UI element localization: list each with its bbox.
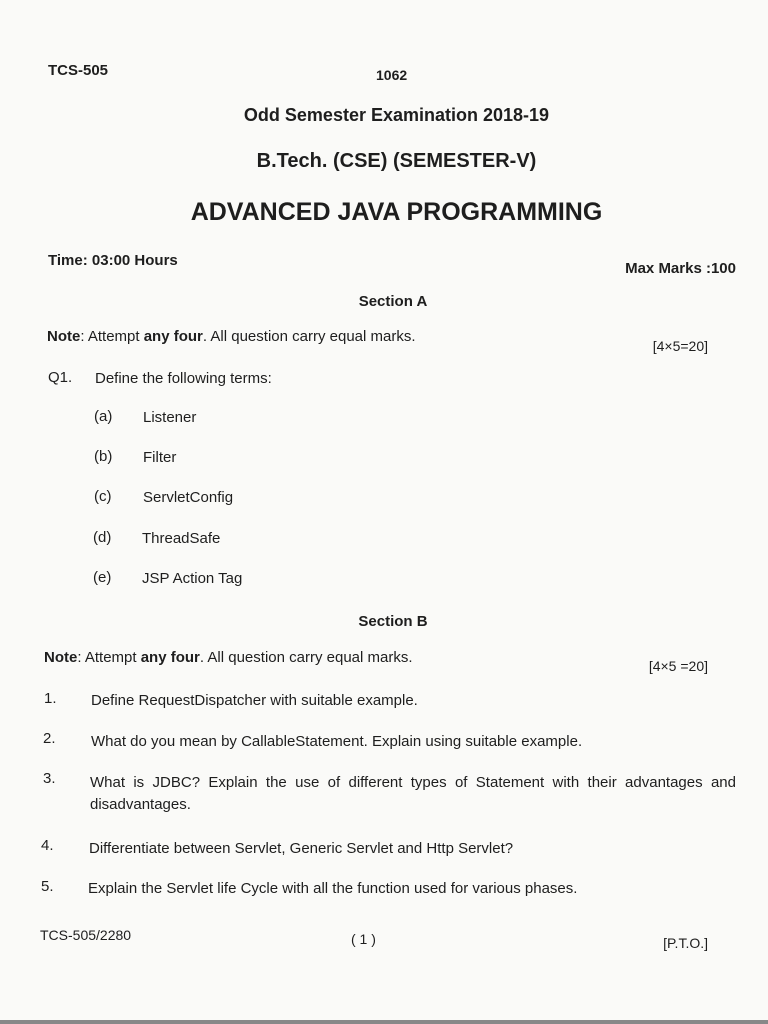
note-text-bold: any four bbox=[143, 328, 203, 345]
exam-title: Odd Semester Examination 2018-19 bbox=[243, 105, 550, 125]
paper-code: TCS-505 bbox=[48, 62, 109, 79]
sub-item-text: ServletConfig bbox=[143, 489, 234, 506]
sub-item-text: ThreadSafe bbox=[142, 530, 221, 547]
question-text: What do you mean by CallableStatement. Explain using suitable example. bbox=[91, 733, 583, 750]
sub-item-label: (a) bbox=[94, 408, 113, 425]
note-label: Note bbox=[44, 649, 78, 666]
sub-item-label: (c) bbox=[94, 488, 112, 505]
section-a-heading: Section A bbox=[358, 293, 428, 310]
section-a-marks: [4×5=20] bbox=[652, 338, 708, 354]
section-a-note bbox=[47, 328, 416, 345]
section-b-heading: Section B bbox=[358, 613, 428, 630]
section-b-marks: [4×5 =20] bbox=[648, 658, 708, 674]
sub-item-text: JSP Action Tag bbox=[142, 570, 243, 587]
question-text: Differentiate between Servlet, Generic Servlet and Http Servlet? bbox=[89, 840, 514, 857]
sub-item-label: (b) bbox=[94, 448, 113, 465]
sub-item-text: Listener bbox=[143, 409, 197, 426]
note-text-post: . All question carry equal marks. bbox=[199, 649, 413, 666]
question-text: Define RequestDispatcher with suitable example. bbox=[91, 692, 418, 709]
note-text-pre: : Attempt bbox=[80, 328, 144, 345]
question-label: 2. bbox=[43, 730, 56, 747]
question-label: 1. bbox=[44, 690, 57, 707]
footer-code: TCS-505/2280 bbox=[40, 927, 132, 943]
note-text-pre: : Attempt bbox=[77, 649, 141, 666]
sub-item-label: (e) bbox=[93, 569, 112, 586]
paper-number: 1062 bbox=[376, 67, 408, 83]
sub-item-text: Filter bbox=[143, 449, 177, 466]
question-label: Q1. bbox=[48, 369, 73, 386]
course-title: B.Tech. (CSE) (SEMESTER-V) bbox=[256, 150, 537, 172]
pto-marker: [P.T.O.] bbox=[663, 935, 708, 951]
scan-bottom-edge bbox=[0, 1020, 768, 1024]
max-marks: Max Marks :100 bbox=[625, 260, 736, 277]
sub-item-label: (d) bbox=[93, 529, 112, 546]
note-text-bold: any four bbox=[140, 649, 200, 666]
question-label: 3. bbox=[43, 770, 56, 787]
section-b-note bbox=[44, 649, 413, 666]
question-text: What is JDBC? Explain the use of different types of Statement with their advantages and disadvantages. bbox=[90, 774, 736, 813]
exam-time: Time: 03:00 Hours bbox=[48, 252, 178, 269]
note-label: Note bbox=[47, 328, 81, 345]
question-text: Define the following terms: bbox=[95, 370, 272, 387]
question-label: 4. bbox=[41, 837, 54, 854]
note-text-post: . All question carry equal marks. bbox=[202, 328, 416, 345]
question-text: Explain the Servlet life Cycle with all the function used for various phases. bbox=[88, 880, 578, 897]
subject-title: ADVANCED JAVA PROGRAMMING bbox=[190, 198, 603, 226]
question-label: 5. bbox=[41, 878, 54, 895]
page-number: ( 1 ) bbox=[351, 931, 376, 947]
